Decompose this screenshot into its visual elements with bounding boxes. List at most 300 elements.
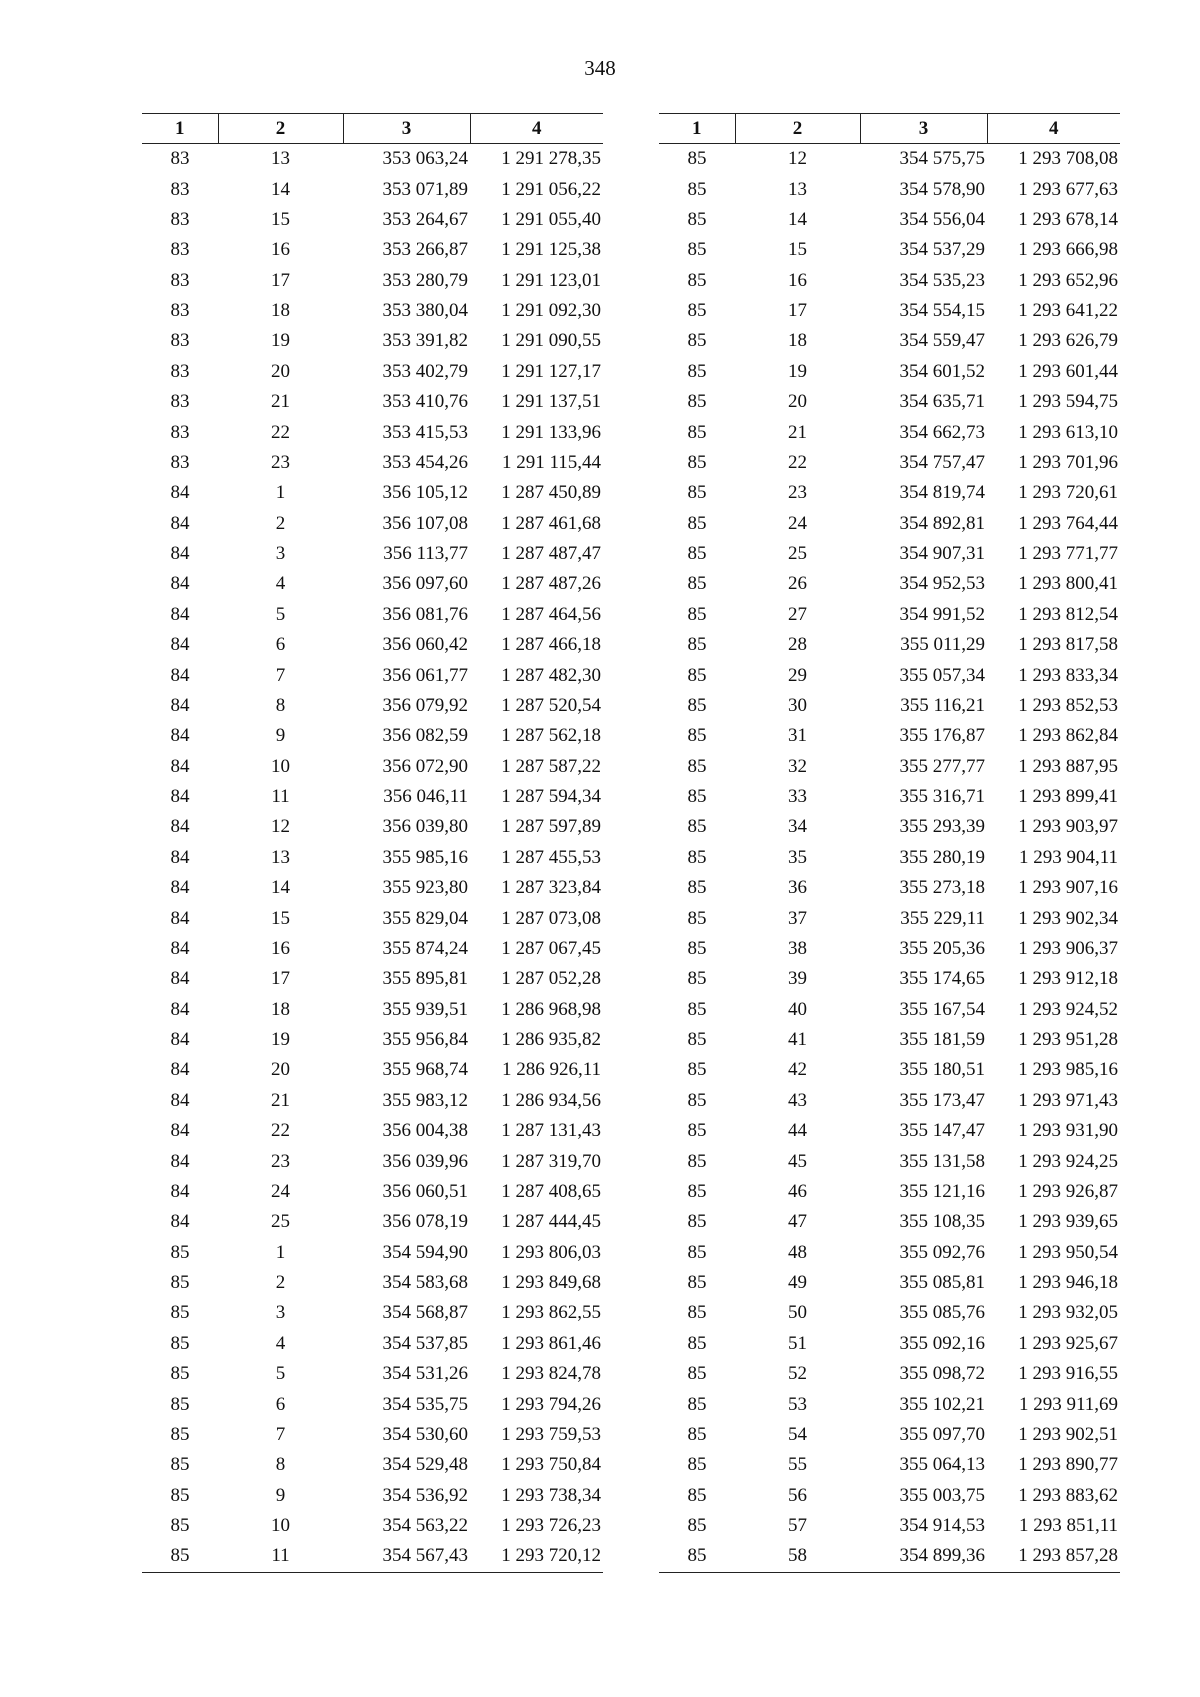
cell-col-1: 85 xyxy=(687,573,707,595)
cell-col-3: 355 064,13 xyxy=(899,1454,985,1476)
cell-col-3: 353 380,04 xyxy=(382,300,468,322)
cell-col-4: 1 286 934,56 xyxy=(501,1089,601,1111)
table-row xyxy=(142,1238,603,1268)
cell-col-2: 39 xyxy=(788,968,807,990)
cell-col-3: 356 105,12 xyxy=(382,482,468,504)
table-row xyxy=(142,326,603,356)
table-row xyxy=(659,448,1120,478)
cell-col-2: 43 xyxy=(788,1089,807,1111)
cell-col-3: 353 391,82 xyxy=(382,330,468,352)
cell-col-2: 19 xyxy=(788,360,807,382)
cell-col-1: 85 xyxy=(687,1423,707,1445)
table-row xyxy=(659,1055,1120,1085)
cell-col-3: 354 583,68 xyxy=(382,1272,468,1294)
cell-col-4: 1 286 968,98 xyxy=(501,998,601,1020)
cell-col-2: 53 xyxy=(788,1393,807,1415)
cell-col-4: 1 287 408,65 xyxy=(501,1180,601,1202)
cell-col-2: 27 xyxy=(788,603,807,625)
cell-col-4: 1 293 971,43 xyxy=(1018,1089,1118,1111)
cell-col-4: 1 293 925,67 xyxy=(1018,1332,1118,1354)
cell-col-2: 20 xyxy=(271,1059,290,1081)
cell-col-2: 1 xyxy=(275,1241,286,1263)
cell-col-2: 58 xyxy=(735,1541,860,1572)
table-row xyxy=(142,1389,603,1419)
cell-col-4: 1 293 720,12 xyxy=(470,1541,603,1572)
coordinates-table-right xyxy=(659,113,1120,1573)
cell-col-4: 1 291 278,35 xyxy=(501,148,601,170)
cell-col-4: 1 293 849,68 xyxy=(501,1272,601,1294)
cell-col-1: 85 xyxy=(687,1241,707,1263)
table-row xyxy=(142,934,603,964)
cell-col-3: 354 757,47 xyxy=(899,451,985,473)
table-row xyxy=(142,569,603,599)
cell-col-4: 1 293 701,96 xyxy=(1018,451,1118,473)
cell-col-4: 1 287 450,89 xyxy=(501,482,601,504)
cell-col-1: 84 xyxy=(170,573,190,595)
table-row xyxy=(142,1086,603,1116)
cell-col-4: 1 291 137,51 xyxy=(501,391,601,413)
cell-col-1: 85 xyxy=(687,1150,707,1172)
cell-col-2: 41 xyxy=(788,1029,807,1051)
cell-col-2: 23 xyxy=(271,1150,290,1172)
cell-col-1: 84 xyxy=(170,694,190,716)
cell-col-1: 84 xyxy=(170,725,190,747)
cell-col-1: 85 xyxy=(687,300,707,322)
cell-col-4: 1 293 764,44 xyxy=(1018,512,1118,534)
cell-col-3: 354 559,47 xyxy=(899,330,985,352)
cell-col-2: 45 xyxy=(788,1150,807,1172)
cell-col-3: 354 991,52 xyxy=(899,603,985,625)
table-row xyxy=(659,205,1120,235)
table-row xyxy=(659,873,1120,903)
cell-col-1: 85 xyxy=(687,1393,707,1415)
cell-col-3: 354 537,29 xyxy=(899,239,985,261)
cell-col-3: 355 176,87 xyxy=(899,725,985,747)
cell-col-2: 6 xyxy=(275,1393,286,1415)
cell-col-1: 84 xyxy=(170,603,190,625)
cell-col-2: 9 xyxy=(275,725,286,747)
cell-col-1: 84 xyxy=(170,1211,190,1233)
cell-col-3: 354 568,87 xyxy=(382,1302,468,1324)
cell-col-1: 85 xyxy=(170,1363,190,1385)
cell-col-3: 354 635,71 xyxy=(899,391,985,413)
cell-col-3: 355 011,29 xyxy=(900,634,985,656)
cell-col-1: 85 xyxy=(687,148,707,170)
cell-col-2: 40 xyxy=(788,998,807,1020)
cell-col-2: 12 xyxy=(788,148,807,170)
column-header-3: 3 xyxy=(343,114,470,144)
cell-col-1: 84 xyxy=(170,1059,190,1081)
cell-col-3: 355 098,72 xyxy=(899,1363,985,1385)
cell-col-1: 84 xyxy=(170,816,190,838)
cell-col-4: 1 287 464,56 xyxy=(501,603,601,625)
cell-col-3: 354 578,90 xyxy=(899,178,985,200)
cell-col-1: 84 xyxy=(170,755,190,777)
cell-col-4: 1 287 466,18 xyxy=(501,634,601,656)
cell-col-3: 355 277,77 xyxy=(899,755,985,777)
cell-col-4: 1 293 903,97 xyxy=(1018,816,1118,838)
cell-col-3: 356 097,60 xyxy=(382,573,468,595)
cell-col-3: 353 264,67 xyxy=(382,208,468,230)
cell-col-2: 33 xyxy=(788,786,807,808)
cell-col-1: 83 xyxy=(170,421,190,443)
cell-col-3: 355 205,36 xyxy=(899,937,985,959)
cell-col-4: 1 293 641,22 xyxy=(1018,300,1118,322)
table-row xyxy=(142,843,603,873)
cell-col-4: 1 293 931,90 xyxy=(1018,1120,1118,1142)
cell-col-3: 354 567,43 xyxy=(343,1541,470,1572)
table-row xyxy=(142,1359,603,1389)
cell-col-4: 1 293 904,11 xyxy=(1018,846,1118,868)
table-row xyxy=(659,1086,1120,1116)
cell-col-4: 1 293 862,55 xyxy=(501,1302,601,1324)
table-row xyxy=(142,205,603,235)
cell-col-1: 84 xyxy=(170,968,190,990)
cell-col-1: 85 xyxy=(687,1302,707,1324)
cell-col-3: 356 078,19 xyxy=(382,1211,468,1233)
cell-col-4: 1 287 319,70 xyxy=(501,1150,601,1172)
cell-col-2: 5 xyxy=(275,1363,286,1385)
cell-col-3: 354 529,48 xyxy=(382,1454,468,1476)
cell-col-4: 1 293 902,34 xyxy=(1018,907,1118,929)
cell-col-3: 354 554,15 xyxy=(899,300,985,322)
cell-col-2: 21 xyxy=(788,421,807,443)
cell-col-4: 1 291 090,55 xyxy=(501,330,601,352)
cell-col-2: 7 xyxy=(275,1423,286,1445)
cell-col-1: 85 xyxy=(170,1272,190,1294)
cell-col-1: 84 xyxy=(170,998,190,1020)
cell-col-4: 1 293 677,63 xyxy=(1018,178,1118,200)
cell-col-3: 355 985,16 xyxy=(382,846,468,868)
cell-col-4: 1 293 824,78 xyxy=(501,1363,601,1385)
cell-col-4: 1 293 902,51 xyxy=(1018,1423,1118,1445)
cell-col-4: 1 293 652,96 xyxy=(1018,269,1118,291)
cell-col-3: 354 662,73 xyxy=(899,421,985,443)
cell-col-4: 1 286 935,82 xyxy=(501,1029,601,1051)
cell-col-4: 1 287 455,53 xyxy=(501,846,601,868)
cell-col-3: 354 899,36 xyxy=(860,1541,987,1572)
cell-col-2: 12 xyxy=(271,816,290,838)
cell-col-4: 1 287 587,22 xyxy=(501,755,601,777)
cell-col-3: 353 063,24 xyxy=(382,148,468,170)
table-row xyxy=(659,995,1120,1025)
cell-col-4: 1 293 924,52 xyxy=(1018,998,1118,1020)
cell-col-4: 1 287 597,89 xyxy=(501,816,601,838)
cell-col-2: 20 xyxy=(271,360,290,382)
cell-col-2: 22 xyxy=(271,421,290,443)
table-row xyxy=(659,1511,1120,1541)
cell-col-3: 355 092,16 xyxy=(899,1332,985,1354)
cell-col-1: 85 xyxy=(687,968,707,990)
table-row xyxy=(142,691,603,721)
table-row xyxy=(659,964,1120,994)
cell-col-1: 85 xyxy=(687,998,707,1020)
cell-col-3: 356 039,96 xyxy=(382,1150,468,1172)
cell-col-2: 26 xyxy=(788,573,807,595)
cell-col-1: 85 xyxy=(687,1484,707,1506)
cell-col-2: 15 xyxy=(271,208,290,230)
cell-col-2: 46 xyxy=(788,1180,807,1202)
cell-col-4: 1 293 926,87 xyxy=(1018,1180,1118,1202)
cell-col-4: 1 287 461,68 xyxy=(501,512,601,534)
cell-col-3: 354 907,31 xyxy=(899,543,985,565)
cell-col-2: 20 xyxy=(788,391,807,413)
cell-col-2: 52 xyxy=(788,1363,807,1385)
cell-col-4: 1 293 916,55 xyxy=(1018,1363,1118,1385)
cell-col-4: 1 291 115,44 xyxy=(501,451,601,473)
cell-col-1: 83 xyxy=(170,269,190,291)
cell-col-4: 1 291 092,30 xyxy=(501,300,601,322)
cell-col-4: 1 293 708,08 xyxy=(1018,148,1118,170)
cell-col-2: 19 xyxy=(271,330,290,352)
cell-col-2: 13 xyxy=(788,178,807,200)
table-row xyxy=(142,417,603,447)
cell-col-2: 21 xyxy=(271,391,290,413)
cell-col-3: 354 601,52 xyxy=(899,360,985,382)
cell-col-1: 85 xyxy=(687,543,707,565)
cell-col-1: 85 xyxy=(170,1515,190,1537)
table-row xyxy=(142,1329,603,1359)
cell-col-3: 356 004,38 xyxy=(382,1120,468,1142)
cell-col-1: 85 xyxy=(687,391,707,413)
column-header-3: 3 xyxy=(860,114,987,144)
header-row xyxy=(142,114,603,144)
table-row xyxy=(142,1146,603,1176)
cell-col-1: 85 xyxy=(170,1454,190,1476)
cell-col-2: 15 xyxy=(788,239,807,261)
cell-col-2: 54 xyxy=(788,1423,807,1445)
cell-col-1: 84 xyxy=(170,1089,190,1111)
cell-col-4: 1 291 123,01 xyxy=(501,269,601,291)
table-row xyxy=(659,903,1120,933)
table-row xyxy=(142,964,603,994)
cell-col-1: 84 xyxy=(170,664,190,686)
header-row xyxy=(659,114,1120,144)
cell-col-4: 1 293 812,54 xyxy=(1018,603,1118,625)
table-row xyxy=(659,1238,1120,1268)
cell-col-1: 83 xyxy=(170,239,190,261)
cell-col-1: 85 xyxy=(687,664,707,686)
cell-col-1: 85 xyxy=(142,1541,218,1572)
cell-col-4: 1 293 833,34 xyxy=(1018,664,1118,686)
cell-col-3: 355 147,47 xyxy=(899,1120,985,1142)
cell-col-3: 355 939,51 xyxy=(382,998,468,1020)
cell-col-1: 83 xyxy=(170,300,190,322)
cell-col-3: 356 107,08 xyxy=(382,512,468,534)
cell-col-1: 84 xyxy=(170,937,190,959)
cell-col-2: 16 xyxy=(271,239,290,261)
table-row xyxy=(142,1541,603,1572)
cell-col-4: 1 293 951,28 xyxy=(1018,1029,1118,1051)
cell-col-3: 356 046,11 xyxy=(383,786,468,808)
table-row xyxy=(142,721,603,751)
table-row xyxy=(659,782,1120,812)
cell-col-1: 85 xyxy=(687,1332,707,1354)
table-row xyxy=(659,1541,1120,1572)
table-row xyxy=(659,934,1120,964)
cell-col-3: 354 563,22 xyxy=(382,1515,468,1537)
cell-col-3: 355 116,21 xyxy=(900,694,985,716)
cell-col-4: 1 293 771,77 xyxy=(1018,543,1118,565)
cell-col-4: 1 293 985,16 xyxy=(1018,1059,1118,1081)
column-header-2: 2 xyxy=(218,114,343,144)
column-header-4: 4 xyxy=(470,114,603,144)
cell-col-4: 1 286 926,11 xyxy=(501,1059,601,1081)
cell-col-3: 353 071,89 xyxy=(382,178,468,200)
cell-col-4: 1 293 738,34 xyxy=(501,1484,601,1506)
cell-col-1: 85 xyxy=(687,421,707,443)
cell-col-4: 1 287 323,84 xyxy=(501,877,601,899)
cell-col-4: 1 293 883,62 xyxy=(1018,1484,1118,1506)
cell-col-1: 85 xyxy=(687,178,707,200)
cell-col-3: 355 121,16 xyxy=(899,1180,985,1202)
cell-col-3: 356 082,59 xyxy=(382,725,468,747)
cell-col-3: 354 530,60 xyxy=(382,1423,468,1445)
cell-col-1: 85 xyxy=(687,634,707,656)
cell-col-2: 4 xyxy=(275,573,286,595)
table-row xyxy=(659,296,1120,326)
cell-col-3: 353 280,79 xyxy=(382,269,468,291)
cell-col-1: 85 xyxy=(687,1363,707,1385)
column-header-4: 4 xyxy=(987,114,1120,144)
table-row xyxy=(142,782,603,812)
cell-col-1: 83 xyxy=(170,178,190,200)
cell-col-3: 355 131,58 xyxy=(899,1150,985,1172)
cell-col-3: 354 537,85 xyxy=(382,1332,468,1354)
cell-col-4: 1 293 857,28 xyxy=(987,1541,1120,1572)
cell-col-3: 354 952,53 xyxy=(899,573,985,595)
cell-col-4: 1 291 127,17 xyxy=(501,360,601,382)
table-row xyxy=(659,1116,1120,1146)
table-row xyxy=(659,1177,1120,1207)
cell-col-3: 355 983,12 xyxy=(382,1089,468,1111)
table-row xyxy=(659,539,1120,569)
cell-col-1: 85 xyxy=(687,816,707,838)
cell-col-2: 28 xyxy=(788,634,807,656)
cell-col-3: 353 454,26 xyxy=(382,451,468,473)
cell-col-1: 85 xyxy=(687,1059,707,1081)
table-row xyxy=(659,326,1120,356)
cell-col-3: 356 060,51 xyxy=(382,1180,468,1202)
cell-col-3: 354 556,04 xyxy=(899,208,985,230)
cell-col-2: 55 xyxy=(788,1454,807,1476)
cell-col-2: 47 xyxy=(788,1211,807,1233)
table-body xyxy=(142,144,603,1573)
column-header-2: 2 xyxy=(735,114,860,144)
table-row xyxy=(142,873,603,903)
cell-col-4: 1 293 601,44 xyxy=(1018,360,1118,382)
table-row xyxy=(142,1450,603,1480)
table-row xyxy=(142,1420,603,1450)
table-row xyxy=(142,266,603,296)
cell-col-4: 1 291 125,38 xyxy=(501,239,601,261)
cell-col-4: 1 287 562,18 xyxy=(501,725,601,747)
cell-col-2: 14 xyxy=(271,178,290,200)
table-row xyxy=(659,1298,1120,1328)
cell-col-3: 355 273,18 xyxy=(899,877,985,899)
cell-col-2: 36 xyxy=(788,877,807,899)
cell-col-2: 2 xyxy=(275,512,286,534)
table-row xyxy=(659,600,1120,630)
cell-col-3: 353 402,79 xyxy=(382,360,468,382)
coordinates-table-left xyxy=(142,113,603,1573)
cell-col-3: 354 535,23 xyxy=(899,269,985,291)
table-row xyxy=(659,1359,1120,1389)
cell-col-2: 11 xyxy=(271,786,290,808)
cell-col-4: 1 293 800,41 xyxy=(1018,573,1118,595)
cell-col-2: 37 xyxy=(788,907,807,929)
cell-col-4: 1 293 594,75 xyxy=(1018,391,1118,413)
table-body xyxy=(659,144,1120,1573)
cell-col-2: 23 xyxy=(271,451,290,473)
table-row xyxy=(142,1116,603,1146)
cell-col-2: 14 xyxy=(271,877,290,899)
table-row xyxy=(659,752,1120,782)
cell-col-1: 83 xyxy=(170,148,190,170)
table-row xyxy=(142,235,603,265)
cell-col-3: 354 892,81 xyxy=(899,512,985,534)
cell-col-2: 8 xyxy=(275,1454,286,1476)
cell-col-4: 1 293 817,58 xyxy=(1018,634,1118,656)
table-row xyxy=(142,387,603,417)
cell-col-4: 1 293 911,69 xyxy=(1018,1393,1118,1415)
cell-col-3: 354 531,26 xyxy=(382,1363,468,1385)
cell-col-3: 355 173,47 xyxy=(899,1089,985,1111)
cell-col-2: 19 xyxy=(271,1029,290,1051)
cell-col-2: 1 xyxy=(275,482,286,504)
cell-col-4: 1 291 055,40 xyxy=(501,208,601,230)
cell-col-1: 85 xyxy=(687,1211,707,1233)
cell-col-4: 1 293 851,11 xyxy=(1018,1515,1118,1537)
cell-col-3: 355 097,70 xyxy=(899,1423,985,1445)
table-row xyxy=(142,296,603,326)
cell-col-2: 13 xyxy=(271,148,290,170)
cell-col-1: 85 xyxy=(687,755,707,777)
cell-col-4: 1 293 950,54 xyxy=(1018,1241,1118,1263)
cell-col-4: 1 293 924,25 xyxy=(1018,1150,1118,1172)
cell-col-3: 356 060,42 xyxy=(382,634,468,656)
cell-col-3: 355 968,74 xyxy=(382,1059,468,1081)
cell-col-2: 13 xyxy=(271,846,290,868)
cell-col-3: 355 229,11 xyxy=(900,907,985,929)
cell-col-2: 29 xyxy=(788,664,807,686)
cell-col-4: 1 287 073,08 xyxy=(501,907,601,929)
cell-col-3: 355 280,19 xyxy=(899,846,985,868)
column-header-1: 1 xyxy=(659,114,735,144)
table-row xyxy=(659,1207,1120,1237)
table-row xyxy=(659,812,1120,842)
cell-col-1: 85 xyxy=(687,1515,707,1537)
table-row xyxy=(659,630,1120,660)
cell-col-1: 85 xyxy=(687,603,707,625)
cell-col-2: 6 xyxy=(275,634,286,656)
cell-col-3: 356 081,76 xyxy=(382,603,468,625)
cell-col-4: 1 293 939,65 xyxy=(1018,1211,1118,1233)
cell-col-3: 354 594,90 xyxy=(382,1241,468,1263)
cell-col-2: 17 xyxy=(788,300,807,322)
cell-col-1: 85 xyxy=(170,1332,190,1354)
cell-col-3: 355 181,59 xyxy=(899,1029,985,1051)
cell-col-2: 14 xyxy=(788,208,807,230)
cell-col-1: 85 xyxy=(687,512,707,534)
cell-col-1: 84 xyxy=(170,512,190,534)
cell-col-1: 84 xyxy=(170,877,190,899)
cell-col-3: 355 180,51 xyxy=(899,1059,985,1081)
cell-col-1: 83 xyxy=(170,451,190,473)
table-row xyxy=(659,1420,1120,1450)
cell-col-2: 30 xyxy=(788,694,807,716)
cell-col-1: 85 xyxy=(687,1089,707,1111)
